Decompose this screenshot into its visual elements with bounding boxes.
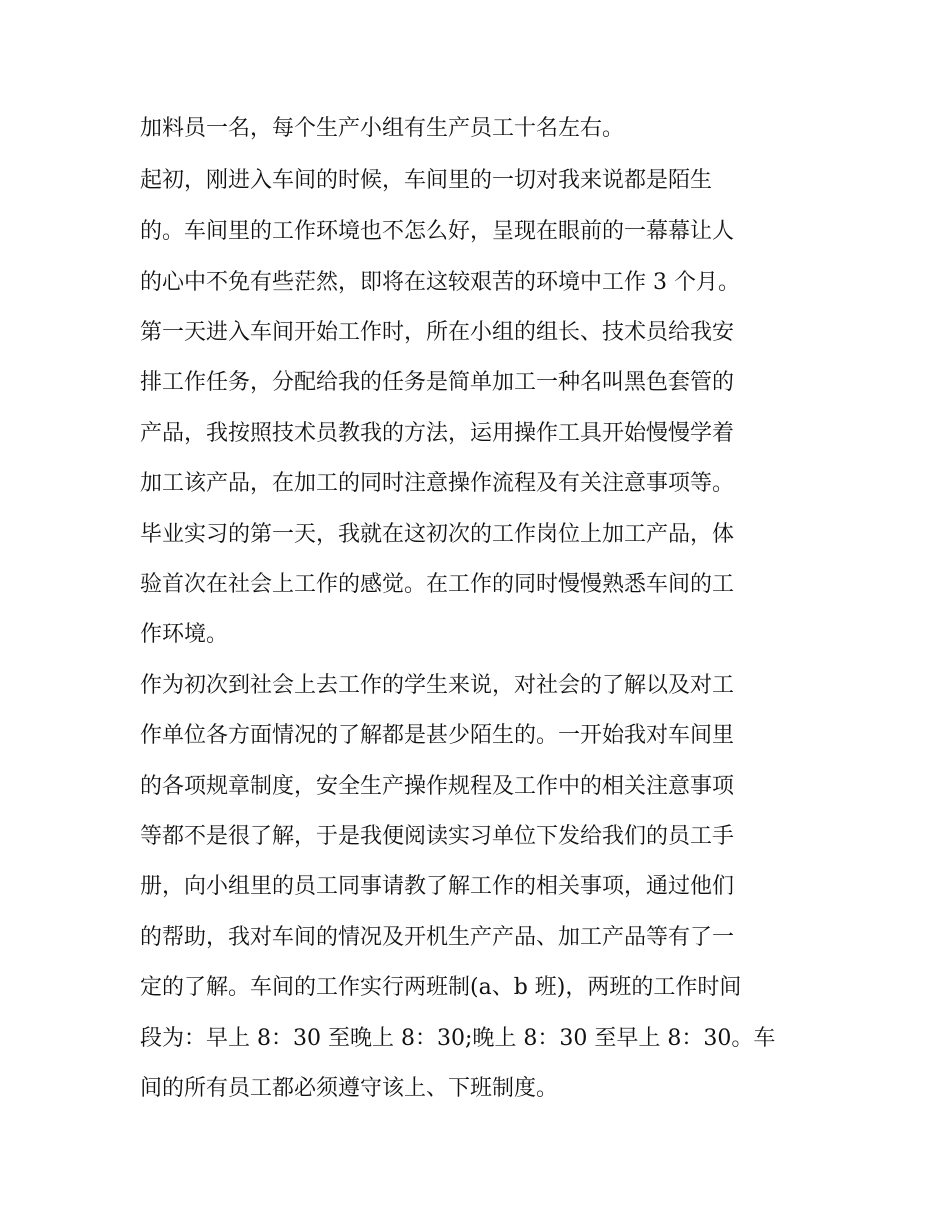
- text-line: 作为初次到社会上去工作的学生来说，对社会的了解以及对工: [140, 673, 735, 698]
- text-line: 排工作任务，分配给我的任务是简单加工一种名叫黑色套管的: [140, 370, 735, 395]
- text-line: 起初，刚进入车间的时候，车间里的一切对我来说都是陌生: [140, 168, 713, 193]
- text-line: 的各项规章制度，安全生产操作规程及工作中的相关注意事项: [140, 774, 735, 799]
- text-line: 等都不是很了解，于是我便阅读实习单位下发给我们的员工手: [140, 824, 735, 849]
- text-line: 加工该产品，在加工的同时注意操作流程及有关注意事项等。: [140, 471, 735, 496]
- text-line: 验首次在社会上工作的感觉。在工作的同时慢慢熟悉车间的工: [140, 572, 735, 597]
- text-line: 第一天进入车间开始工作时，所在小组的组长、技术员给我安: [140, 320, 735, 345]
- text-line: 加料员一名，每个生产小组有生产员工十名左右。: [140, 116, 625, 141]
- text-line: 段为：早上 8：30 至晚上 8：30;晚上 8：30 至早上 8：30。车: [140, 1026, 776, 1051]
- text-line: 产品，我按照技术员教我的方法，运用操作工具开始慢慢学着: [140, 421, 735, 446]
- text-line: 的帮助，我对车间的情况及开机生产产品、加工产品等有了一: [140, 925, 735, 950]
- text-line: 间的所有员工都必须遵守该上、下班制度。: [140, 1076, 559, 1101]
- text-line: 作环境。: [140, 622, 229, 647]
- text-line: 作单位各方面情况的了解都是甚少陌生的。一开始我对车间里: [140, 723, 735, 748]
- text-line: 定的了解。车间的工作实行两班制(a、b 班)，两班的工作时间: [140, 975, 742, 1000]
- text-line: 的。车间里的工作环境也不怎么好，呈现在眼前的一幕幕让人: [140, 219, 735, 244]
- text-line: 册，向小组里的员工同事请教了解工作的相关事项，通过他们: [140, 874, 735, 899]
- text-line: 的心中不免有些茫然，即将在这较艰苦的环境中工作 3 个月。: [140, 270, 740, 295]
- text-line: 毕业实习的第一天，我就在这初次的工作岗位上加工产品，体: [140, 522, 735, 547]
